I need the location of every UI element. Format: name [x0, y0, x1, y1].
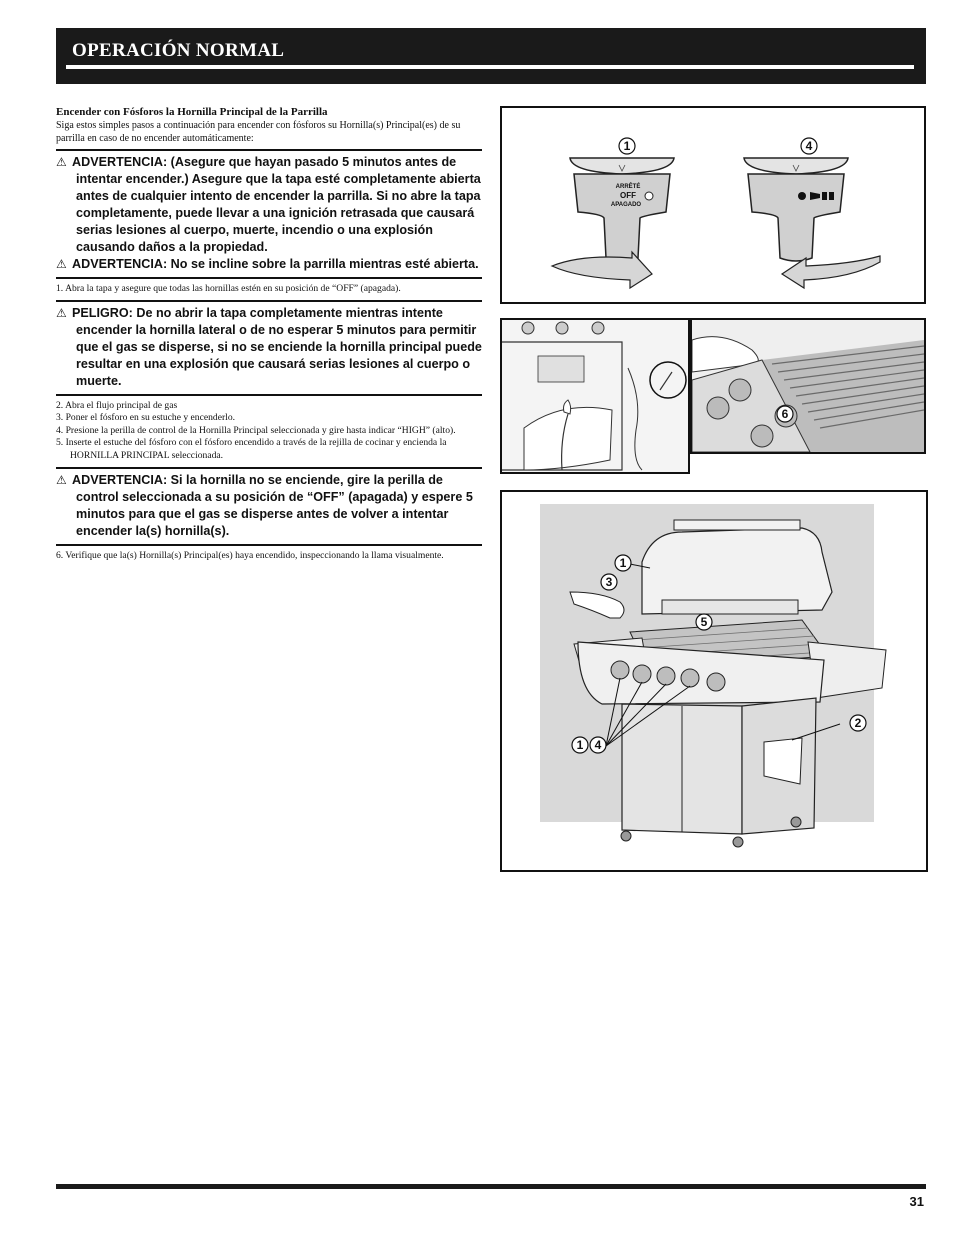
- grill-callout-5: 5: [700, 615, 708, 629]
- warning-1: [56, 154, 482, 256]
- grill-illustration: [502, 492, 926, 870]
- figure-grill-overview: [500, 490, 928, 872]
- danger-warning: [56, 305, 482, 390]
- warning-3-text: ADVERTENCIA: Si la hornilla no se enciende, gire la perilla de control seleccionada a su posición de “OFF” (apagada) y espere 5 minutos para que el gas se disperse antes de volver a intentar encender la(s) hornilla(s).: [72, 472, 473, 538]
- page-header: [56, 28, 926, 84]
- dial-off-label: OFF: [620, 191, 636, 200]
- match-holder-illustration: [502, 320, 688, 472]
- grill-callout-2: 2: [854, 716, 862, 730]
- page-title: OPERACIÓN NORMAL: [72, 40, 285, 61]
- step-1: 1. Abra la tapa y asegure que todas las hornillas estén en su posición de “OFF” (apagada).: [56, 283, 401, 294]
- knobs-illustration: [502, 108, 924, 302]
- callout-6: 6: [781, 407, 789, 421]
- step-3: 3. Poner el fósforo en su estuche y encenderlo.: [56, 412, 236, 424]
- dial-arrete-label: ARRÊTÉ: [615, 184, 641, 190]
- grill-callout-3: 3: [605, 575, 613, 589]
- warning-icon: ⚠: [56, 257, 67, 271]
- knob-off-illustration: [552, 138, 674, 288]
- section-intro: Siga estos simples pasos a continuación para encender con fósforos su Hornilla(s) Principal(es) de su parrilla en caso de no encender automáticamente:: [56, 120, 461, 144]
- callout-1: 1: [623, 139, 631, 153]
- warning-icon: ⚠: [56, 155, 67, 169]
- footer-rule: [56, 1184, 926, 1189]
- warning-3: [56, 472, 482, 540]
- knob-high-illustration: [744, 138, 880, 288]
- warning-icon: ⚠: [56, 472, 67, 487]
- page-number: 31: [909, 1194, 924, 1209]
- warning-1-text: ADVERTENCIA: (Asegure que hayan pasado 5 minutos antes de intentar encender.) Asegure que la tapa esté completamente abierta antes de cualquier intento de encender la parrilla. Si no abre la tapa completamente, puede llevar a una ignición retrasada que causará serias lesiones al cuerpo, muerte, incendio o una explosión causando daños a la propiedad.: [72, 155, 481, 254]
- warning-2-text: ADVERTENCIA: No se incline sobre la parrilla mientras esté abierta.: [72, 257, 479, 271]
- figure-burner-ignition: [690, 318, 926, 454]
- grill-callout-14-second: 4: [594, 738, 602, 752]
- grill-callout-14-first: 1: [576, 738, 584, 752]
- step-4: 4. Presione la perilla de control de la Hornilla Principal seleccionada y gire hasta indicar “HIGH” (alto).: [56, 424, 456, 436]
- instructions-column: [56, 106, 482, 566]
- header-rule: [66, 65, 914, 69]
- step-2: 2. Abra el flujo principal de gas: [56, 399, 178, 411]
- grill-callout-1: 1: [619, 556, 627, 570]
- clockwise-arrow-icon: [552, 252, 652, 288]
- warning-2: [56, 256, 482, 273]
- callout-4: 4: [805, 139, 813, 153]
- danger-text: PELIGRO: De no abrir la tapa completamente mientras intente encender la hornilla lateral o de no esperar 5 minutos para permitir que el gas se disperse, si no se enciende la hornilla principal puede resultar en una explosión que causará serias lesiones al cuerpo o muerte.: [72, 305, 482, 388]
- figure-match-holder: [500, 318, 690, 474]
- step-6: 6. Verifique que la(s) Hornilla(s) Principal(es) haya encendido, inspeccionando la llama visualmente.: [56, 549, 444, 561]
- section-title: Encender con Fósforos la Hornilla Principal de la Parrilla: [56, 106, 328, 118]
- figure-control-knobs: [500, 106, 926, 304]
- warning-icon: ⚠: [56, 305, 67, 320]
- dial-apagado-label: APAGADO: [610, 202, 642, 208]
- step-5: 5. Inserte el estuche del fósforo con el fósforo encendido a través de la rejilla de cocinar y encienda la HORNILLA PRINCIPAL seleccionada.: [56, 437, 447, 461]
- burner-illustration: [692, 320, 924, 452]
